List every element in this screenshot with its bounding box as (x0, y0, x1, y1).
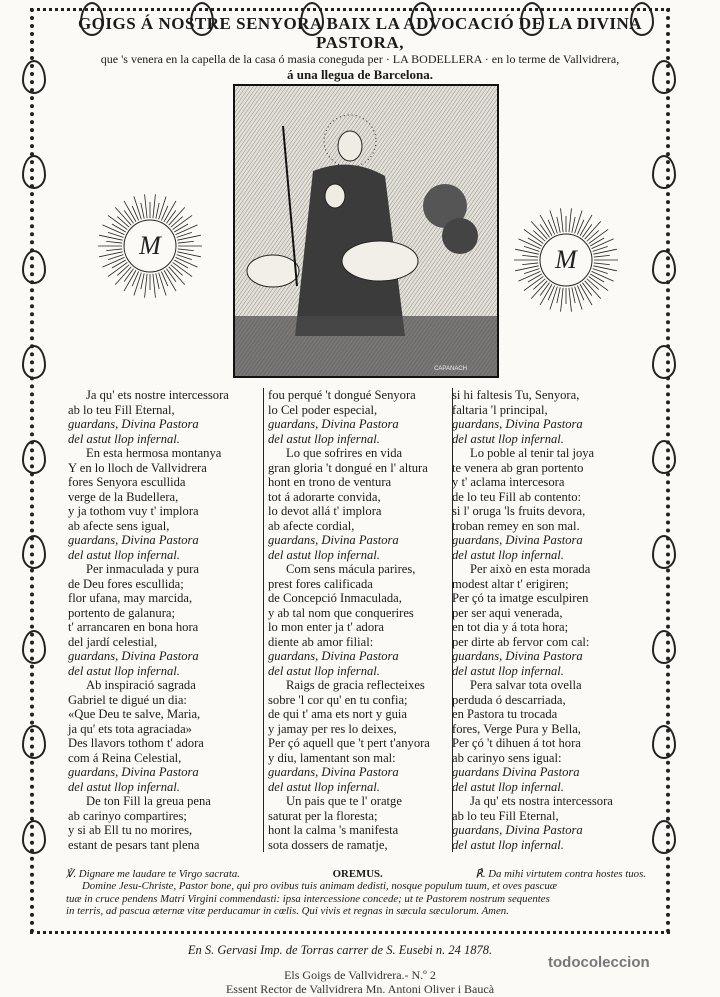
collection-caption: Els Goigs de Vallvidrera.- N.º 2 (284, 968, 436, 982)
verse-line: ab afecte sens igual, (68, 518, 170, 533)
verse-line: fores, Verge Pura y Bella, (452, 721, 581, 736)
verse-line: del astut llop infernal. (268, 547, 380, 562)
verse-line: y si ab Ell tu no morires, (68, 823, 193, 837)
location-line: á una llegua de Barcelona. (286, 67, 434, 82)
verse-line: y jamay per res lo deixes, (268, 721, 397, 736)
verse-line: lo devot allá t' implora (268, 504, 382, 518)
svg-text:M: M (555, 245, 577, 274)
verse-line: Raigs de gracia reflecteixes (286, 678, 425, 692)
verse-line: ab lo teu Fill Eternal, (452, 808, 559, 823)
verse-line: y ab tal nom que conquerires (268, 605, 414, 620)
verse-line: de qui t' ama ets nort y guia (268, 707, 408, 721)
verse-line: del astut llop infernal. (68, 431, 180, 446)
verse-line: com á Reina Celestial, (68, 750, 182, 765)
verse-line: del astut llop infernal. (68, 779, 180, 794)
prayer-line-2: tuæ in cruce pendens Matri Virgini commendasti: ipsa intercessione concede; ut te Pastorem nostrum sequentes (66, 892, 550, 905)
verse-line: tot á adorarte convida, (268, 489, 381, 504)
verse-line: guardans, Divina Pastora (268, 417, 399, 431)
verse-line: guardans, Divina Pastora (68, 765, 199, 779)
verse-line: perduda ó descarriada, (452, 692, 566, 707)
verse-line: diente ab amor filial: (268, 634, 374, 649)
poem-column-1 (68, 388, 258, 852)
verse-line: portento de galanura; (68, 605, 176, 620)
prayer-line-3: in terris, ad pascua æternæ vitæ perducamur in cœlis. Qui vivis et regnas in sæcula sæculorum. Amen. (66, 904, 509, 917)
verse-line: te venera ab gran portento (452, 460, 584, 475)
verse-line: del astut llop infernal. (452, 837, 564, 852)
verse-line: en tot dia y á tota hora; (452, 620, 569, 634)
verse-line: per ser aqui venerada, (452, 605, 563, 620)
right-marian-monogram-icon (512, 206, 620, 314)
border-scroll-ornament (652, 345, 676, 379)
verse-line: Des llavors tothom t' adora (68, 736, 204, 750)
watermark: todocoleccion (548, 954, 650, 971)
verse-line: saturat per la floresta; (268, 808, 378, 823)
verse-line: y t' aclama intercesora (452, 475, 565, 489)
verse-line: Per çó 't dihuen á tot hora (452, 736, 581, 750)
verse-line: sobre 'l cor qu' en tu confia; (268, 692, 408, 707)
verse-line: guardans, Divina Pastora (452, 649, 583, 663)
verse-line: del astut llop infernal. (452, 663, 564, 678)
verse-line: si hi faltesis Tu, Senyora, (452, 388, 580, 402)
rector-caption: Essent Rector de Vallvidrera Mn. Antoni Oliver i Baucà (225, 982, 495, 996)
verse-line: y diu, lamentant son mal: (268, 750, 396, 765)
border-scroll-ornament (652, 155, 676, 189)
prayer-block (66, 868, 646, 917)
poem-column-3 (452, 388, 662, 852)
verse-line: Per inmaculada y pura (86, 562, 199, 576)
verse-line: hont la calma 's manifesta (268, 823, 399, 837)
verse-line: ab carinyo sens igual: (452, 750, 562, 765)
printer-imprint: En S. Gervasi Imp. de Torras carrer de S. Eusebi n. 24 1878. (187, 943, 493, 957)
verse-line: del astut llop infernal. (268, 663, 380, 678)
verse-line: Un pais que te l' oratge (286, 794, 402, 808)
verse-line: del astut llop infernal. (452, 779, 564, 794)
header (70, 14, 650, 83)
verse-line: guardans, Divina Pastora (268, 533, 399, 547)
verse-line: De ton Fill la greua pena (86, 794, 211, 808)
verse-line: Ja qu' ets nostra intercessora (470, 794, 613, 808)
verse-line: de Deu fores escullida; (68, 576, 184, 591)
verse-line: prest fores calificada (268, 576, 373, 591)
verse-line: guardans, Divina Pastora (452, 823, 583, 837)
verse-line: modest altar t' erigiren; (452, 576, 569, 591)
divine-shepherdess-engraving (233, 84, 499, 378)
left-marian-monogram-icon (96, 192, 204, 300)
verse-line: Ab inspiració sagrada (86, 678, 196, 692)
verse-line: ab lo teu Fill Eternal, (68, 402, 175, 417)
verse-line: verge de la Budellera, (68, 489, 179, 504)
verse-line: Com sens mácula parires, (286, 562, 416, 576)
verse-line: Ja qu' ets nostre intercessora (86, 388, 229, 402)
verse-line: sota dossers de ramatje, (268, 837, 388, 852)
verse-line: guardans, Divina Pastora (68, 533, 199, 547)
verse-line: de lo teu Fill ab contento: (452, 489, 582, 504)
versicle: ℣. Dignare me laudare te Virgo sacrata. (66, 868, 240, 880)
verse-line: guardans, Divina Pastora (452, 417, 583, 431)
verse-line: Lo poble al tenir tal joya (470, 446, 595, 460)
page-subtitle: que 's venera en la capella de la casa ó masia coneguda per · LA BODELLERA · en lo terme de Vallvidrera, (100, 52, 620, 66)
verse-line: fores Senyora escullida (68, 475, 186, 489)
verse-line: guardans, Divina Pastora (268, 649, 399, 663)
verse-line: gran gloria 't dongué en l' altura (268, 460, 428, 475)
verse-line: del astut llop infernal. (268, 779, 380, 794)
verse-line: faltaria 'l principal, (452, 402, 548, 417)
border-scroll-ornament (22, 725, 46, 759)
border-scroll-ornament (22, 630, 46, 664)
verse-line: «Que Deu te salve, Maria, (68, 707, 201, 721)
border-scroll-ornament (652, 250, 676, 284)
verse-line: de Concepció Inmaculada, (268, 591, 402, 605)
verse-line: flor ufana, may marcida, (68, 591, 193, 605)
verse-line: Y en lo lloch de Vallvidrera (68, 460, 207, 475)
verse-line: si l' oruga 'ls fruits devora, (452, 504, 586, 518)
verse-line: en Pastora tu trocada (452, 707, 558, 721)
verse-line: lo Cel poder especial, (268, 402, 378, 417)
svg-text:M: M (139, 231, 161, 260)
verse-line: estant de pesars tant plena (68, 837, 200, 852)
verse-line: del astut llop infernal. (452, 547, 564, 562)
border-scroll-ornament (652, 60, 676, 94)
verse-line: Pera salvar tota ovella (470, 678, 582, 692)
verse-line: troban remey en son mal. (452, 518, 580, 533)
verse-line: ab afecte cordial, (268, 518, 355, 533)
border-scroll-ornament (22, 155, 46, 189)
verse-line: guardans, Divina Pastora (268, 765, 399, 779)
border-scroll-ornament (22, 440, 46, 474)
verse-line: Per çó aquell que 't pert t'anyora (268, 736, 430, 750)
border-scroll-ornament (22, 345, 46, 379)
verse-line: Per això en esta morada (470, 562, 591, 576)
verse-line: fou perqué 't dongué Senyora (268, 388, 416, 402)
border-scroll-ornament (22, 60, 46, 94)
verse-line: lo mon enter ja t' adora (268, 620, 384, 634)
verse-line: guardans Divina Pastora (452, 765, 580, 779)
verse-line: t' arrancaren en bona hora (68, 620, 199, 634)
verse-line: Per çó ta imatge esculpiren (452, 591, 589, 605)
page-title: GOIGS Á NOSTRE SENYORA BAIX LA ADVOCACIÓ DE LA DIVINA PASTORA, (77, 14, 643, 52)
verse-line: hont en trono de ventura (268, 475, 392, 489)
verse-line: del astut llop infernal. (68, 663, 180, 678)
verse-line: guardans, Divina Pastora (68, 649, 199, 663)
engraver-signature: CAPANACH (434, 366, 467, 372)
verse-line: y ja tothom vuy t' implora (68, 504, 199, 518)
border-scroll-ornament (22, 820, 46, 854)
verse-line: ab carinyo compartires; (68, 808, 187, 823)
verse-line: del astut llop infernal. (68, 547, 180, 562)
verse-line: del jardí celestial, (68, 634, 158, 649)
poem-column-2 (263, 388, 453, 852)
prayer-line-1: Domine Jesu-Christe, Pastor bone, qui pro ovibus tuis animam dedisti, nosque populum tuum, et oves pascuæ (82, 880, 557, 893)
verse-line: Lo que sofrires en vida (286, 446, 403, 460)
verse-line: del astut llop infernal. (452, 431, 564, 446)
verse-line: del astut llop infernal. (268, 431, 380, 446)
border-scroll-ornament (22, 250, 46, 284)
verse-line: En esta hermosa montanya (86, 446, 222, 460)
verse-line: per dirte ab fervor com cal: (452, 634, 590, 649)
verse-line: ja qu' ets tota agraciada» (68, 721, 192, 736)
verse-line: Gabriel te digué un dia: (68, 692, 187, 707)
verse-line: guardans, Divina Pastora (452, 533, 583, 547)
oremus-label: OREMUS. (332, 868, 383, 880)
verse-line: guardans, Divina Pastora (68, 417, 199, 431)
border-scroll-ornament (22, 535, 46, 569)
response: ℟. Da mihi virtutem contra hostes tuos. (475, 868, 646, 880)
